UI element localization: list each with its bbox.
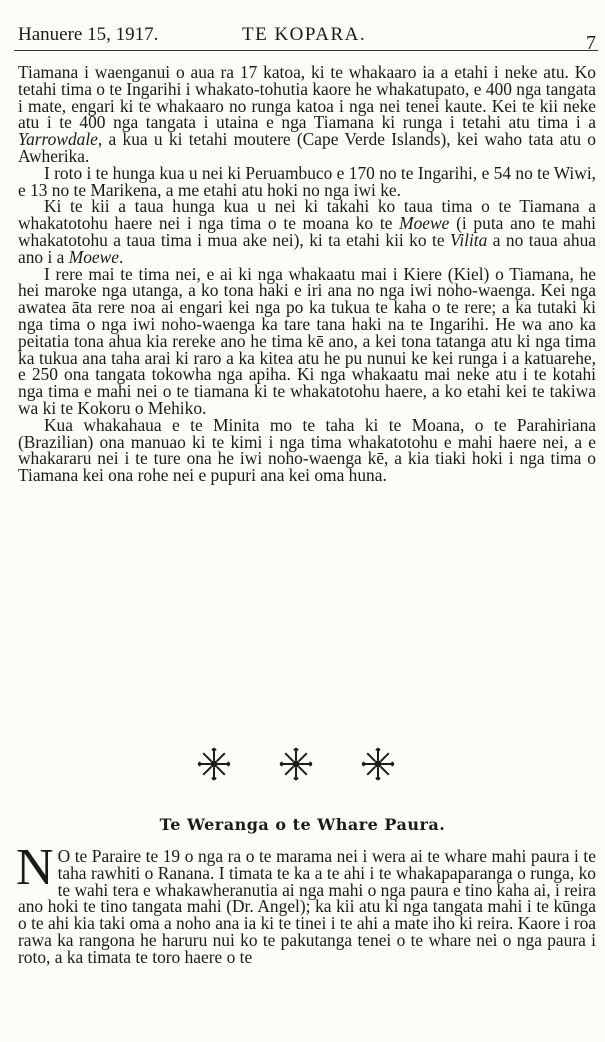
paragraph: O te Paraire te 19 o nga ra o te marama nei i wera ai te whare mahi paura i te taha rawhiti o Ranana. I timata te ka a te ahi i te whakapaparanga o runga, ko te wahi tera e whakawheranutia ai nga mahi o nga paura e tino kaha ai, i reira ano hoki te tino tangata mahi (Dr. Angel); ka kii atu ki nga tangata mahi i te kūnga o te ahi kia taki oma a noho ana ia ki te tinei i te ahi a mate iho ki reira. Kaore i roa rawa ka rangona he haruru nui ko te pakutanga tenei o te whare nei o nga paura i roto, a ka timata te toro haere o te (18, 846, 596, 967)
paragraph: I rere mai te tima nei, e ai ki nga whakaatu mai i Kiere (Kiel) o Tiamana, he hei maroke nga utanga, a ko tona haki e iri ana no nga iwi noho-waenga. Kei nga awatea āta rere noa ai engari kei nga po ka tukua te kaha o te rere; a ka tutaki ki nga tima o nga iwi noho-waenga ka tare tana haki na te Ingarihi. He wa ano ka peitatia tona ahua kia rereke ano he tima kē ano, a kei tona tatanga atu ki nga tima ka tukua ana taha arai ki raro a ka kitea atu he pu nunui ke kei runga i a katuarehe, e 250 ona tangata tokowha nga apiha. Ki nga whakaatu mai neke atu i te kotahi nga tima e mahi nei o te tiamana ki te whakatotohu haere, a ko etahi kei te takiwa wa ki te Kokoru o Mehiko. (18, 263, 596, 418)
ship-name: Vilita (449, 229, 488, 250)
page-number: 7 (586, 32, 596, 54)
article-body-2 (16, 839, 596, 967)
article-heading: Te Weranga o te Whare Paura. (159, 815, 446, 834)
ship-name: Moewe (68, 246, 119, 267)
flower-ornament-icon (196, 746, 232, 786)
ship-name: Moewe (399, 213, 450, 234)
drop-cap: N (16, 839, 54, 896)
flower-ornament-icon (278, 746, 314, 786)
issue-date: Hanuere 15, 1917. (18, 24, 159, 45)
ship-name: Yarrowdale (18, 129, 98, 150)
paragraph: Tiamana i waenganui o aua ra 17 katoa, ki te whakaaro ia a etahi i neke atu. Ko tetahi tima o te Ingarihi i whakato-tohutia kaore he whakatupato, e 400 nga tangata i mate, engari ki te whakaaro no runga katoa i nga nei tenei kaute. Kei te kii neke atu i te 400 nga tangata i utaina e nga Tiamana ki runga i tetahi atu tima i a Yarrowdale, a kua u ki tetahi moutere (Cape Verde Islands), kei waho tata atu o Awherika. (18, 62, 596, 166)
flower-ornament-icon (360, 746, 396, 786)
paragraph: Ki te kii a taua hunga kua u nei ki takahi ko taua tima o te Tiamana a whakatotohu haere nei i nga tima o te moana ko te Moewe (i puta ano te mahi whakatotohu a taua tima i mua ake nei), ki ta etahi kii ko te Vilita a no taua ahua ano i a Moewe. (18, 196, 596, 267)
publication-title: TE KOPARA. (242, 24, 367, 45)
section-divider (196, 748, 396, 784)
page-header (14, 20, 598, 54)
article-body (18, 64, 596, 484)
paragraph: I roto i te hunga kua u nei ki Peruambuco e 170 no te Ingarihi, e 54 no te Wiwi, e 13 no te Marikena, a me etahi atu hoki no nga iwi ke. (18, 162, 596, 200)
paragraph: Kua whakahaua e te Minita mo te taha ki te Moana, o te Parahiriana (Brazilian) ona manuao ki te kimi i nga tima whakatotohu e mahi haere nei, a e whakararu nei i te ture ona he iwi noho-waenga kē, a kia tiaki hoki i nga tima o Tiamana kei ona rohe nei e pupuri ana kei oma huna. (18, 414, 596, 486)
